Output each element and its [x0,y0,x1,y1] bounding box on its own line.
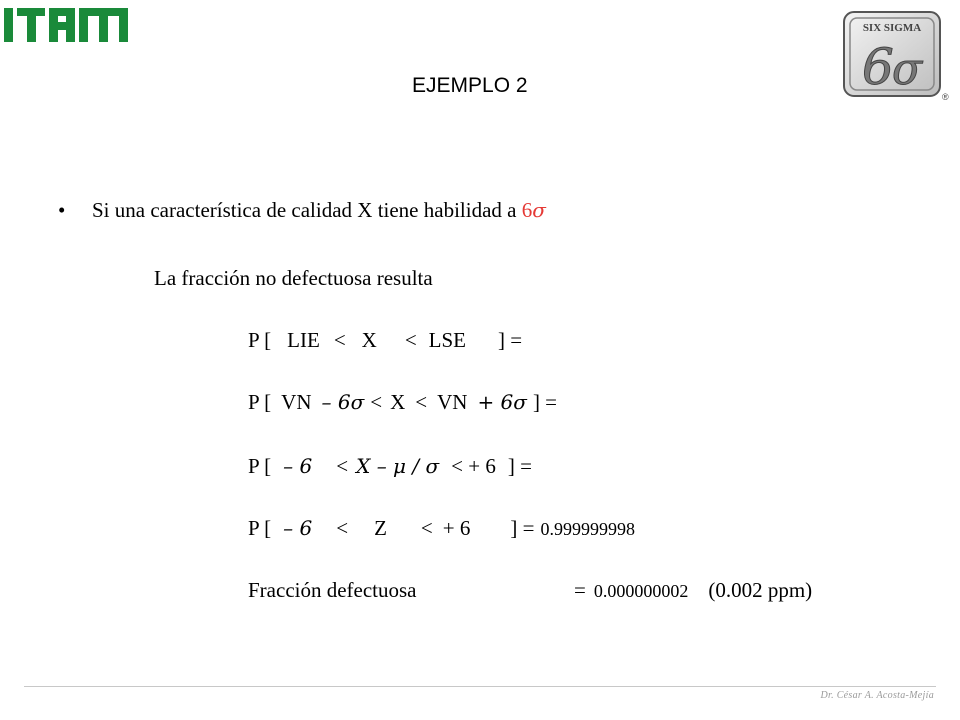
eq4-plus6: + 6 [442,516,471,540]
eq1-lse: LSE [428,328,467,352]
equation-2 [248,390,557,415]
bullet-point [58,198,546,223]
bullet-text: Si una característica de calidad X tiene habilidad a [92,198,522,222]
svg-text:σ: σ [892,44,923,95]
equation-4 [248,516,635,541]
intro-text: La fracción no defectuosa resulta [154,266,433,290]
bullet-marker: • [58,198,66,222]
defect-fraction-result [574,578,812,603]
eq1-lt2: < [404,328,417,352]
eq3-minus6: – 6 [283,454,313,478]
defect-fraction-label: Fracción defectuosa [248,578,417,602]
eq1-lt1: < [333,328,346,352]
eq2-end: ] = [532,390,558,414]
slide-title: EJEMPLO 2 [412,74,528,97]
eq1-lie: LIE [287,328,320,352]
bullet-highlight-num: 6 [521,198,533,222]
eq2-x: X [390,390,406,414]
eq1-end: ] = [498,328,523,352]
eq2-plus6sigma: + 6σ [477,390,527,414]
itam-logo [4,6,132,44]
equation-1 [248,328,522,353]
footer-author: Dr. César A. Acosta-Mejía [820,690,934,701]
eq4-end: ] = [510,516,535,540]
eq1-open: P [ [248,328,272,352]
footer-divider [24,686,936,687]
svg-text:®: ® [942,92,949,102]
eq3-open: P [ [248,454,272,478]
eq3-lt1: < [336,454,349,478]
eq2-minus6sigma: – 6σ [321,390,365,414]
eq4-value: 0.999999998 [540,519,635,539]
eq2-lt2: < [415,390,428,414]
defect-equals: = [574,578,586,602]
svg-text:SIX SIGMA: SIX SIGMA [862,22,922,34]
eq4-minus6: – 6 [283,516,313,540]
eq2-vn2: VN [437,390,468,414]
six-sigma-logo [838,8,952,104]
eq4-lt2: < [420,516,433,540]
eq3-end: ] = [507,454,532,478]
eq4-lt1: < [336,516,349,540]
eq2-vn1: VN [281,390,312,414]
svg-text:6: 6 [862,38,894,96]
eq3-expression: X – μ / σ [356,454,440,478]
eq3-lt2: < + 6 [451,454,496,478]
bullet-highlight-sigma: σ [532,198,546,222]
defect-value: 0.000000002 [593,581,689,601]
eq2-open: P [ [248,390,272,414]
eq4-z: Z [374,516,387,540]
eq2-lt1: < [370,390,383,414]
equation-3 [248,454,532,479]
eq4-open: P [ [248,516,272,540]
defect-ppm: (0.002 ppm) [708,578,813,602]
eq1-x: X [361,328,377,352]
